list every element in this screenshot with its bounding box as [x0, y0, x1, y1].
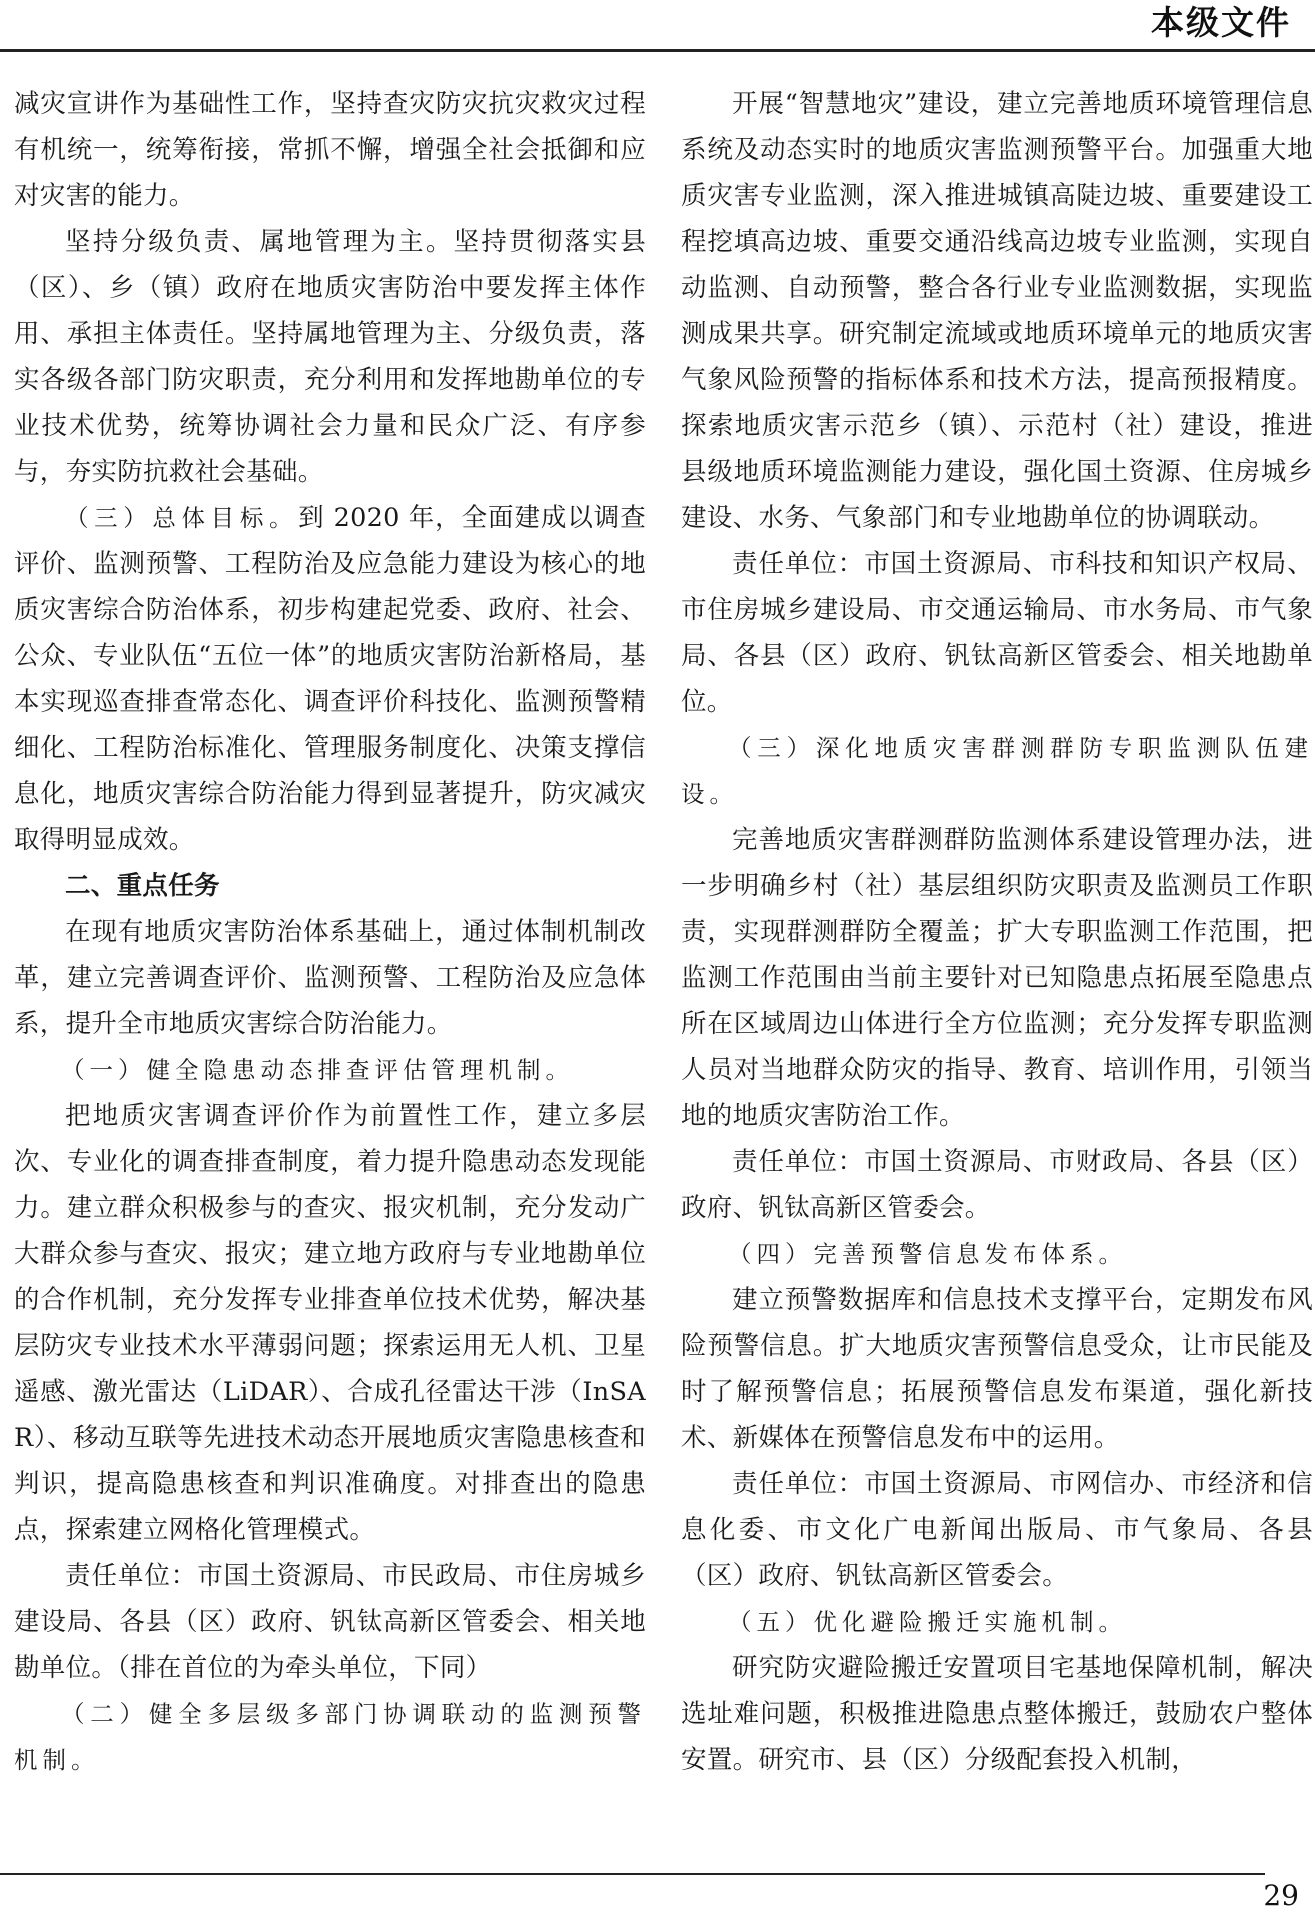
subheading: （五）优化避险搬迁实施机制。: [728, 1608, 1127, 1636]
subheading: （四）完善预警信息发布体系。: [728, 1240, 1127, 1268]
paragraph: [14, 495, 646, 863]
paragraph: 研究防灾避险搬迁安置项目宅基地保障机制，解决选址难问题，积极推进隐患点整体搬迁，鼓励农户整体安置。研究市、县（区）分级配套投入机制，: [681, 1653, 1313, 1775]
subheading-inline: （三）总体目标。: [65, 504, 299, 532]
footer-rule: [0, 1873, 1265, 1875]
paragraph: 把地质灾害调查评价作为前置性工作，建立多层次、专业化的调查排查制度，着力提升隐患动态发现能力。建立群众积极参与的查灾、报灾机制，充分发动广大群众参与查灾、报灾；建立地方政府与专业地勘单位的合作机制，充分发挥专业排查单位技术优势，解决基层防灾专业技术水平薄弱问题；探索运用无人机、卫星遥感、激光雷达（LiDAR）、合成孔径雷达干涉（InSAR）、移动互联等先进技术动态开展地质灾害隐患核查和判识，提高隐患核查和判识准确度。对排查出的隐患点，探索建立网格化管理模式。: [14, 1101, 646, 1545]
section-heading: 二、重点任务: [65, 871, 220, 901]
paragraph: 减灾宣讲作为基础性工作，坚持查灾防灾抗灾救灾过程有机统一，统筹衔接，常抓不懈，增强全社会抵御和应对灾害的能力。: [14, 89, 646, 211]
header-rule: [0, 49, 1315, 52]
subheading: （一）健全隐患动态排查评估管理机制。: [61, 1056, 574, 1084]
paragraph: 建立预警数据库和信息技术支撑平台，定期发布风险预警信息。扩大地质灾害预警信息受众，让市民能及时了解预警信息；拓展预警信息发布渠道，强化新技术、新媒体在预警信息发布中的运用。: [681, 1285, 1313, 1453]
right-column: [681, 81, 1313, 1783]
responsibility-paragraph: 责任单位：市国土资源局、市财政局、各县（区）政府、钒钛高新区管委会。: [681, 1147, 1313, 1223]
responsibility-paragraph: 责任单位：市国土资源局、市民政局、市住房城乡建设局、各县（区）政府、钒钛高新区管委会、相关地勘单位。（排在首位的为牵头单位，下同）: [14, 1561, 646, 1683]
page-number: 29: [1263, 1879, 1299, 1912]
paragraph: 完善地质灾害群测群防监测体系建设管理办法，进一步明确乡村（社）基层组织防灾职责及监测员工作职责，实现群测群防全覆盖；扩大专职监测工作范围，把监测工作范围由当前主要针对已知隐患点拓展至隐患点所在区域周边山体进行全方位监测；充分发挥专职监测人员对当地群众防灾的指导、教育、培训作用，引领当地的地质灾害防治工作。: [681, 825, 1313, 1131]
responsibility-paragraph: 责任单位：市国土资源局、市科技和知识产权局、市住房城乡建设局、市交通运输局、市水务局、市气象局、各县（区）政府、钒钛高新区管委会、相关地勘单位。: [681, 549, 1313, 717]
subheading: （二）健全多层级多部门协调联动的监测预警机制。: [14, 1700, 646, 1774]
paragraph: 开展“智慧地灾”建设，建立完善地质环境管理信息系统及动态实时的地质灾害监测预警平台。加强重大地质灾害专业监测，深入推进城镇高陡边坡、重要建设工程挖填高边坡、重要交通沿线高边坡专业监测，实现自动监测、自动预警，整合各行业专业监测数据，实现监测成果共享。研究制定流域或地质环境单元的地质灾害气象风险预警的指标体系和技术方法，提高预报精度。探索地质灾害示范乡（镇）、示范村（社）建设，推进县级地质环境监测能力建设，强化国土资源、住房城乡建设、水务、气象部门和专业地勘单位的协调联动。: [681, 89, 1313, 533]
subheading: （三）深化地质灾害群测群防专职监测队伍建设。: [681, 734, 1313, 808]
paragraph: 坚持分级负责、属地管理为主。坚持贯彻落实县（区）、乡（镇）政府在地质灾害防治中要发挥主体作用、承担主体责任。坚持属地管理为主、分级负责，落实各级各部门防灾职责，充分利用和发挥地勘单位的专业技术优势，统筹协调社会力量和民众广泛、有序参与，夯实防抗救社会基础。: [14, 227, 646, 487]
responsibility-paragraph: 责任单位：市国土资源局、市网信办、市经济和信息化委、市文化广电新闻出版局、市气象局、各县（区）政府、钒钛高新区管委会。: [681, 1469, 1313, 1591]
paragraph-text: 到 2020 年，全面建成以调查评价、监测预警、工程防治及应急能力建设为核心的地质灾害综合防治体系，初步构建起党委、政府、社会、公众、专业队伍“五位一体”的地质灾害防治新格局，基本实现巡查排查常态化、调查评价科技化、监测预警精细化、工程防治标准化、管理服务制度化、决策支撑信息化，地质灾害综合防治能力得到显著提升，防灾减灾取得明显成效。: [14, 503, 646, 855]
left-column: [14, 81, 646, 1783]
section-title: 本级文件: [1151, 3, 1291, 42]
paragraph: 在现有地质灾害防治体系基础上，通过体制机制改革，建立完善调查评价、监测预警、工程防治及应急体系，提升全市地质灾害综合防治能力。: [14, 917, 646, 1039]
